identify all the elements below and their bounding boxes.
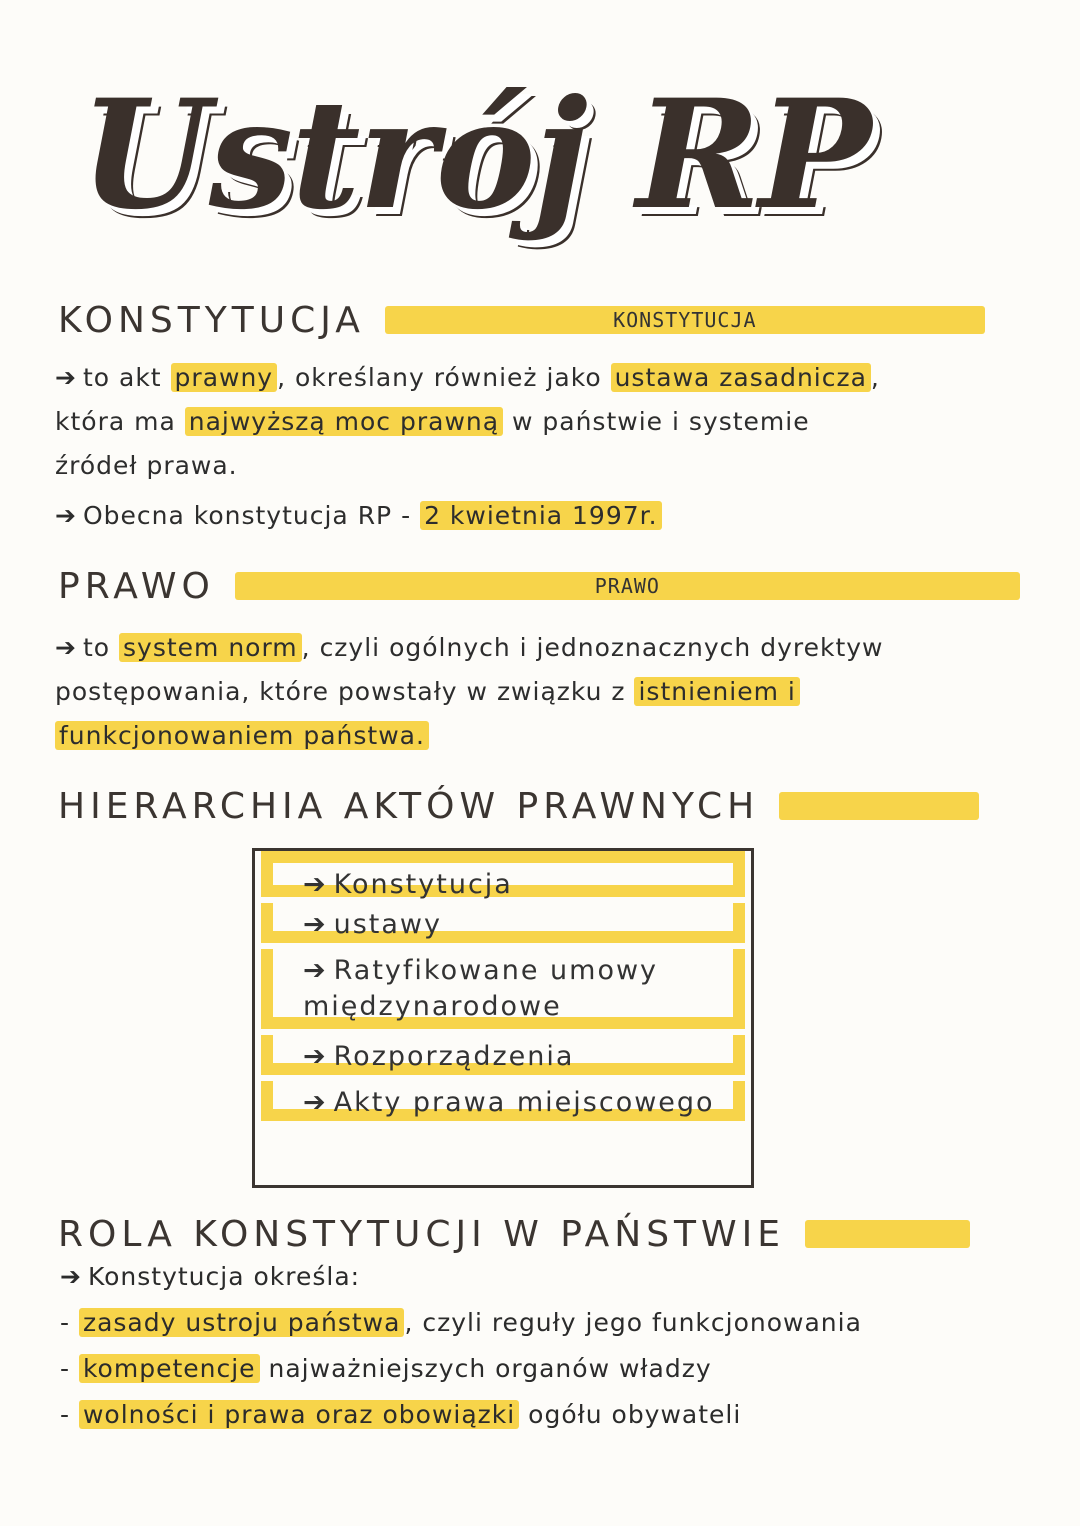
konstytucja-heading: KONSTYTUCJA [58, 299, 365, 341]
hierarchy-box [252, 848, 754, 1188]
highlight-najwyzsza-moc: najwyższą moc prawną [185, 407, 503, 436]
rola-heading: ROLA KONSTYTUCJI W PAŃSTWIE [58, 1213, 785, 1255]
list-item: - zasady ustroju państwa , czyli reguły jego funkcjonowania [60, 1308, 862, 1337]
konstytucja-highlight-bar: KONSTYTUCJA [385, 306, 985, 334]
hierarchy-item: ➔ Konstytucja [261, 851, 745, 897]
section-heading-prawo [58, 564, 1020, 608]
arrow-icon: ➔ [55, 633, 77, 662]
section-heading-konstytucja [58, 298, 985, 342]
highlight-ustawa-zasadnicza: ustawa zasadnicza [611, 363, 871, 392]
konstytucja-definition: ➔ to akt prawny , określany również jako ustawa zasadnicza , która ma najwyższą moc prawną w państwie i systemie źródeł prawa. ➔ Obecna konstytucja RP - 2 kwietnia 1997r. [55, 363, 880, 530]
prawo-definition: ➔ to system norm , czyli ogólnych i jednoznacznych dyrektyw postępowania, które powstały w związku z istnieniem i funkcjonowaniem państwa. [55, 633, 884, 750]
highlight-wolnosci: wolności i prawa oraz obowiązki [79, 1400, 519, 1429]
highlight-funkcjonowaniem: funkcjonowaniem państwa. [55, 721, 429, 750]
highlight-kompetencje: kompetencje [79, 1354, 260, 1383]
highlight-istnieniem: istnieniem i [634, 677, 799, 706]
rola-list [60, 1254, 1040, 1438]
section-heading-rola [58, 1212, 970, 1256]
hierarchia-heading: HIERARCHIA AKTÓW PRAWNYCH [58, 785, 760, 827]
rola-highlight-bar [805, 1220, 970, 1248]
highlight-date: 2 kwietnia 1997r. [420, 501, 662, 530]
arrow-icon: ➔ [303, 955, 328, 986]
hierarchy-item: ➔ Rozporządzenia [261, 1035, 745, 1075]
section-heading-hierarchia [58, 784, 979, 828]
hierarchy-item: ➔ ustawy [261, 903, 745, 943]
list-intro: ➔ Konstytucja określa: [60, 1262, 361, 1291]
arrow-icon: ➔ [303, 909, 328, 940]
list-item: - kompetencje najważniejszych organów władzy [60, 1354, 712, 1383]
arrow-icon: ➔ [55, 501, 77, 530]
arrow-icon: ➔ [55, 363, 77, 392]
hierarchia-highlight-bar [779, 792, 979, 820]
prawo-heading: PRAWO [58, 565, 215, 607]
arrow-icon: ➔ [303, 1087, 328, 1118]
prawo-highlight-bar: PRAWO [235, 572, 1020, 600]
arrow-icon: ➔ [303, 869, 328, 900]
arrow-icon: ➔ [60, 1262, 82, 1291]
list-item: - wolności i prawa oraz obowiązki ogółu obywateli [60, 1400, 742, 1429]
arrow-icon: ➔ [303, 1041, 328, 1072]
highlight-system-norm: system norm [119, 633, 302, 662]
highlight-zasady-ustroju: zasady ustroju państwa [79, 1308, 404, 1337]
highlight-prawny: prawny [171, 363, 278, 392]
hierarchy-item: ➔ Ratyfikowane umowy międzynarodowe [261, 949, 745, 1029]
hierarchy-item: ➔ Akty prawa miejscowego [261, 1081, 745, 1121]
page-title: Ustrój RP [80, 67, 870, 243]
